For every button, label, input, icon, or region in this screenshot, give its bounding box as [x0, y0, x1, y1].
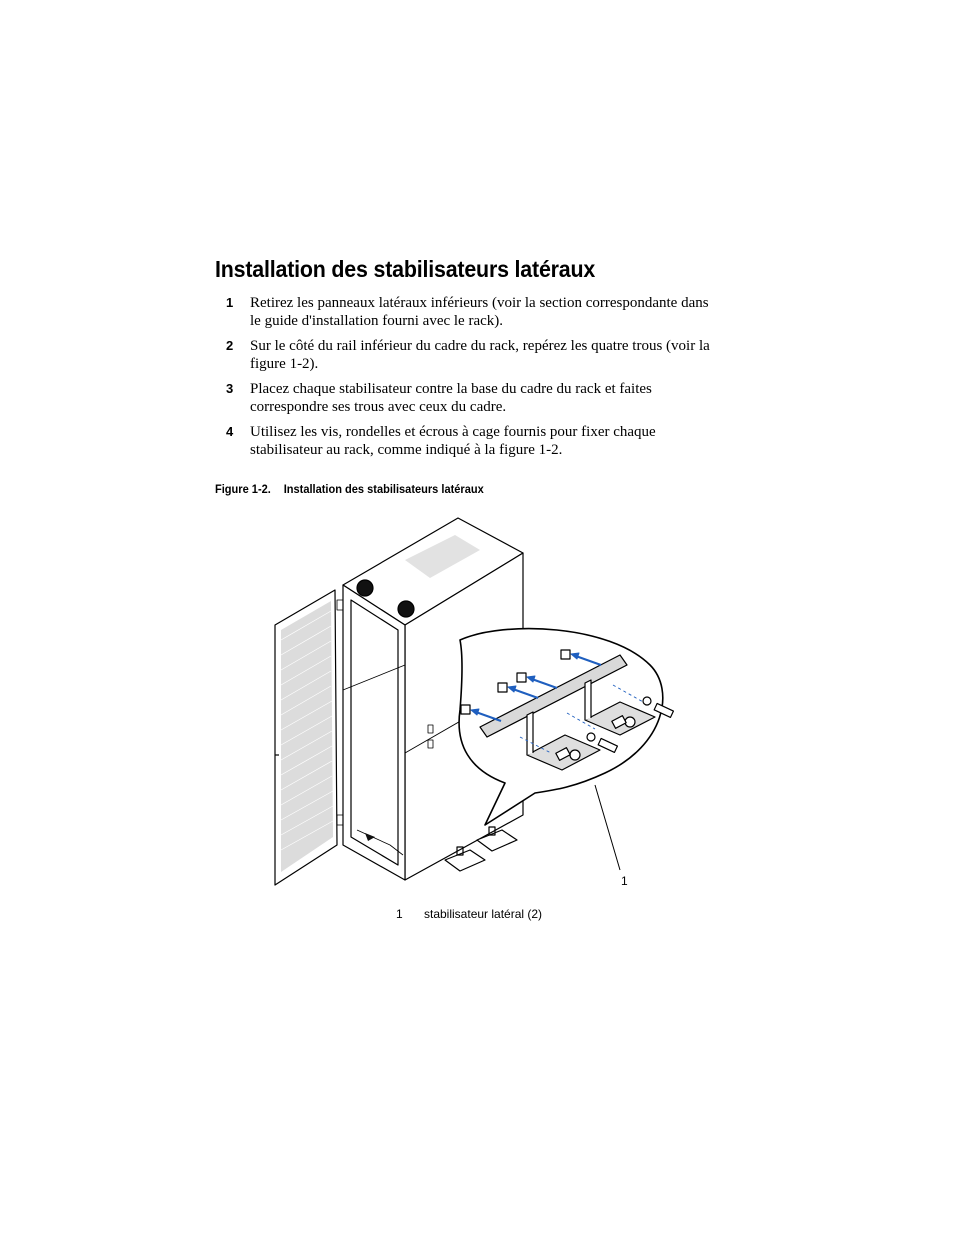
washer — [587, 733, 595, 741]
step-text: Retirez les panneaux latéraux inférieurs (voir la section correspondante dans le guide d'installation fourni avec le rack). — [250, 295, 709, 329]
step-text: Placez chaque stabilisateur contre la base du cadre du rack et faites correspondre ses trous avec ceux du cadre. — [250, 381, 652, 415]
cage-nut — [561, 650, 570, 659]
legend-text: stabilisateur latéral (2) — [424, 907, 543, 921]
rack-cable-hole — [357, 580, 373, 596]
cage-nut — [461, 705, 470, 714]
figure-legend — [396, 907, 542, 921]
step-number: 2 — [226, 338, 234, 353]
page-title: Installation des stabilisateurs latéraux — [215, 256, 596, 282]
figure-label: Figure 1-2. — [215, 482, 271, 496]
step-text: Utilisez les vis, rondelles et écrous à cage fournis pour fixer chaque stabilisateur au rack, comme indiqué à la figure 1-2. — [250, 424, 656, 458]
step-item — [215, 423, 715, 459]
step-item — [215, 337, 715, 373]
cage-nut — [517, 673, 526, 682]
callout-leader-line — [595, 785, 620, 870]
figure-title: Installation des stabilisateurs latéraux — [283, 482, 484, 496]
rack-door-perforation — [281, 601, 333, 872]
step-number: 3 — [226, 381, 234, 396]
step-text: Sur le côté du rail inférieur du cadre du rack, repérez les quatre trous (voir la figure 1-2). — [250, 338, 710, 372]
figure-caption — [215, 482, 484, 496]
cage-nut — [498, 683, 507, 692]
step-item — [215, 294, 715, 330]
step-number: 1 — [226, 295, 234, 310]
rack-cable-hole — [398, 601, 414, 617]
rack-stabilizer-illustration — [265, 515, 695, 895]
washer — [643, 697, 651, 705]
legend-number: 1 — [396, 907, 403, 921]
step-number: 4 — [226, 424, 234, 439]
rack-front-opening — [351, 600, 398, 865]
installation-steps — [215, 294, 715, 466]
step-item — [215, 380, 715, 416]
callout-number: 1 — [621, 874, 628, 888]
